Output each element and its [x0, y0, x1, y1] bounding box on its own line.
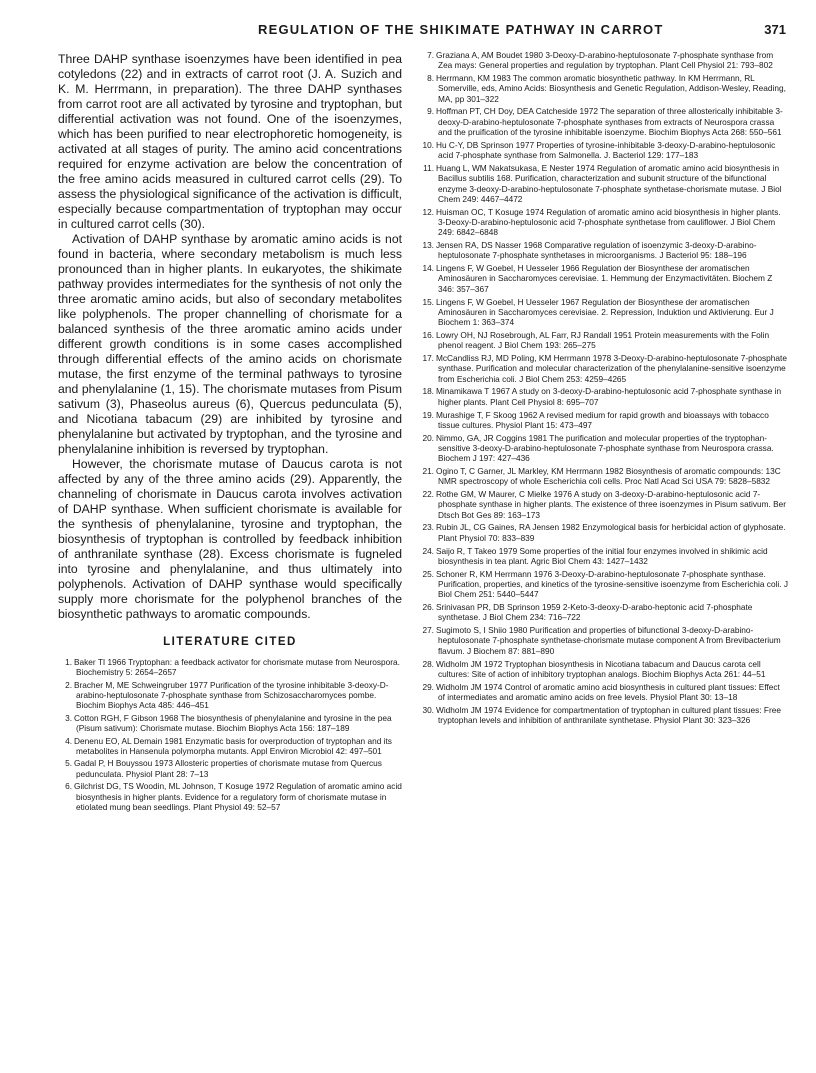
reference-number: 6.: [65, 781, 72, 792]
reference-number: 10.: [422, 139, 434, 150]
reference-number: 20.: [422, 432, 434, 443]
reference-number: 23.: [422, 522, 434, 533]
literature-cited-heading: LITERATURE CITED: [163, 636, 297, 648]
reference-item: [58, 781, 402, 812]
right-column: [420, 50, 788, 728]
reference-number: 2.: [65, 679, 72, 690]
reference-item: [420, 386, 788, 407]
reference-text: Jensen RA, DS Nasser 1968 Comparative regulation of isoenzymic 3-deoxy-D-arabino-heptulosonate 7-phosphate synthetases in microorganisms. J Bacteriol 95: 188–196: [436, 240, 757, 261]
reference-number: 29.: [422, 681, 434, 692]
reference-item: [420, 353, 788, 384]
reference-item: [420, 433, 788, 464]
reference-item: [420, 546, 788, 567]
reference-item: [420, 625, 788, 656]
reference-item: [420, 207, 788, 238]
reference-number: 25.: [422, 568, 434, 579]
reference-text: Lowry OH, NJ Rosebrough, AL Farr, RJ Randall 1951 Protein measurements with the Folin phenol reagent. J Biol Chem 193: 265–275: [436, 329, 770, 351]
reference-number: 5.: [65, 758, 72, 769]
reference-number: 11.: [423, 162, 434, 173]
reference-item: [420, 50, 788, 71]
reference-text: Baker TI 1966 Tryptophan: a feedback activator for chorismate mutase from Neurospora. Biochemistry 5: 2654–2657: [74, 657, 400, 678]
reference-text: Schoner R, KM Herrmann 1976 3-Deoxy-D-arabino-heptulosonate 7-phosphate synthase. Purification, properties, and kinetics of the tyrosine-sensitive isoenzyme from Escherichia coli. J Biol Chem 251: 5440–5447: [436, 568, 789, 600]
reference-text: Gadal P, H Bouyssou 1973 Allosteric properties of chorismate mutase from Quercus pedunculata. Physiol Plant 28: 7–13: [74, 758, 382, 779]
reference-text: Huang L, WM Nakatsukasa, E Nester 1974 Regulation of aromatic amino acid biosynthesis in Bacillus subtilis 168. Purification, characterization and subunit structure of the bifunctional enzyme 3-deoxy-D-arabino-heptulosonate 7-phosphate synthetase-chorismate mutase. J Biol Chem 249: 4467–4472: [436, 162, 782, 204]
reference-text: Herrmann, KM 1983 The common aromatic biosynthetic pathway. In KM Herrmann, RL Somerville, eds, Amino Acids: Biosynthesis and Genetic Regulation, Addison-Wesley, Reading, MA, pp 301–322: [436, 73, 786, 104]
reference-item: [420, 705, 788, 726]
reference-item: [420, 602, 788, 623]
reference-item: [420, 163, 788, 204]
page-header: [58, 22, 786, 48]
reference-text: Lingens F, W Goebel, H Uesseler 1967 Regulation der Biosynthese der aromatischen Aminosäuren in Saccharomyces cerevisiae. 2. Repression, Induktion und Aktivierung. Eur J Biochem 1: 363–374: [436, 296, 774, 328]
reference-number: 21.: [422, 465, 434, 476]
reference-number: 8.: [427, 73, 434, 84]
running-title: REGULATION OF THE SHIKIMATE PATHWAY IN CARROT: [258, 22, 664, 37]
reference-item: [58, 680, 402, 711]
reference-number: 16.: [422, 329, 434, 340]
reference-text: Graziana A, AM Boudet 1980 3-Deoxy-D-arabino-heptulosonate 7-phosphate synthase from Zea mays: General properties and regulation by tryptophan. Plant Cell Physiol 21: 793–802: [436, 50, 774, 71]
reference-number: 13.: [422, 240, 434, 251]
reference-text: Hu C-Y, DB Sprinson 1977 Properties of tyrosine-inhibitable 3-deoxy-D-arabino-heptulosonic acid 7-phosphate synthase from Salmonella. J. Bacteriol 129: 177–183: [436, 139, 776, 161]
reference-number: 4.: [65, 735, 72, 746]
reference-item: [420, 240, 788, 261]
reference-text: McCandliss RJ, MD Poling, KM Herrmann 1978 3-Deoxy-D-arabino-heptulosonate 7-phosphate synthase. Purification and molecular characterization of the phenylalanine-sensitive isoenzyme from Escherichia coli. J Biol Chem 253: 4259–4265: [436, 353, 787, 384]
reference-text: Srinivasan PR, DB Sprinson 1959 2-Keto-3-deoxy-D-arabo-heptonic acid 7-phosphate synthetase. J Biol Chem 234: 716–722: [436, 602, 753, 623]
reference-item: [420, 330, 788, 351]
reference-text: Rubin JL, CG Gaines, RA Jensen 1982 Enzymological basis for herbicidal action of glyphosate. Plant Physiol 70: 833–839: [436, 522, 786, 543]
reference-text: Widholm JM 1974 Control of aromatic amino acid biosynthesis in cultured plant tissues: Effect of intermediates and aromatic amino acids on free levels. Physiol Plant 30: 13–18: [436, 681, 780, 702]
reference-number: 9.: [427, 106, 434, 117]
reference-text: Huisman OC, T Kosuge 1974 Regulation of aromatic amino acid biosynthesis in higher plants. 3-Deoxy-D-arabino-heptulosonic acid 7-phosphate synthetase from cauliflower. J Biol Chem 249: 6842–6848: [436, 206, 781, 238]
reference-list-right: [420, 50, 788, 725]
reference-text: Gilchrist DG, TS Woodin, ML Johnson, T Kosuge 1972 Regulation of aromatic amino acid biosynthesis in higher plants. Evidence for a regulatory form of chorismate mutase in etiolated mung bean seedlings. Plant Physiol 49: 52–57: [74, 781, 402, 812]
reference-item: [420, 569, 788, 600]
reference-text: Hoffman PT, CH Doy, DEA Catcheside 1972 The separation of three allosterically inhibitable 3-deoxy-D-arabino-heptulosonate 7-phosphate synthases from extracts of Neurospora crassa and the pruification of the tyrosine inhibitable isoenzyme. Biochim Biophys Acta 268: 550–561: [436, 106, 783, 138]
reference-item: [420, 263, 788, 294]
reference-number: 26.: [422, 602, 434, 613]
reference-text: Rothe GM, W Maurer, C Mielke 1976 A study on 3-deoxy-D-arabino-heptulosonic acid 7-phosphate synthase in higher plants. The existence of three isoenzymes in Pisum sativum. Ber Dtsch Bot Ges 89: 163–173: [436, 489, 787, 520]
reference-item: [420, 466, 788, 487]
reference-item: [58, 736, 402, 757]
reference-number: 22.: [422, 489, 434, 500]
reference-item: [420, 106, 788, 137]
reference-number: 3.: [65, 712, 72, 723]
reference-text: Nimmo, GA, JR Coggins 1981 The purification and molecular properties of the tryptophan-sensitive 3-deoxy-D-arabino-heptulosonate 7-phosphate synthase from Neurospora crassa. Biochem J 197: 427–436: [436, 432, 774, 464]
reference-text: Murashige T, F Skoog 1962 A revised medium for rapid growth and bioassays with tobacco tissue cultures. Physiol Plant 15: 473–497: [436, 409, 769, 430]
reference-item: [420, 522, 788, 543]
reference-item: [58, 713, 402, 734]
reference-text: Widholm JM 1972 Tryptophan biosynthesis in Nicotiana tabacum and Daucus carota cell cultures: Site of action of inhibitory tryptophan analogs. Biochim Biophys Acta 261: 44–51: [436, 658, 766, 679]
reference-text: Widholm JM 1974 Evidence for compartmentation of tryptophan in cultured plant tissues: Free tryptophan levels and inhibition of anthranilate synthetase. Physiol Plant 30: 323–326: [436, 704, 781, 726]
left-column: [58, 52, 402, 814]
reference-text: Saijo R, T Takeo 1979 Some properties of the initial four enzymes involved in shikimic acid biosynthesis in tea plant. Agric Biol Chem 43: 1427–1432: [436, 545, 768, 566]
reference-number: 15.: [422, 296, 434, 307]
reference-number: 7.: [427, 50, 434, 60]
reference-number: 24.: [422, 545, 434, 556]
reference-item: [420, 659, 788, 680]
reference-text: Cotton RGH, F Gibson 1968 The biosynthesis of phenylalanine and tyrosine in the pea (Pisum sativum): Chorismate mutase. Biochim Biophys Acta 156: 187–189: [74, 712, 392, 734]
reference-text: Bracher M, ME Schweingruber 1977 Purification of the tyrosine inhibitable 3-deoxy-D-arabino-heptulosonate 7-phosphate synthase from Schizosaccharomyces pombe. Biochim Biophys Acta 485: 446–451: [74, 679, 389, 711]
body-paragraph: Activation of DAHP synthase by aromatic amino acids is not found in bacteria, where secondary metabolism is much less pronounced than in higher plants. In eukaryotes, the shikimate pathway provides intermediates for the synthesis of not only the three aromatic amino acids, but also of secondary metabolites like polyphenols. The proper channelling of chorismate for a balanced synthesis of the three aromatic amino acids under different growth conditions is in some cases accomplished through differential effects of the amino acids on chorismate mutase, the first enzyme of the terminal pathways to tyrosine and phenylalanine (1, 15). The chorismate mutases from Pisum sativum (3), Phaseolus aureus (6), Quercus pedunculata (5), and Nicotiana tabacum (29) are inhibited by tyrosine and phenylalanine but activated by tryptophan, and the tyrosine and phenylalanine inhibition is reversed by tryptophan.: [58, 232, 402, 456]
reference-number: 14.: [422, 263, 434, 274]
reference-text: Ogino T, C Garner, JL Markley, KM Herrmann 1982 Biosynthesis of aromatic compounds: 13C NMR spectroscopy of whole Escherichia coli cells. Proc Natl Acad Sci USA 79: 5828–5832: [436, 465, 781, 487]
reference-number: 12.: [422, 206, 434, 217]
reference-number: 17.: [422, 353, 434, 364]
reference-number: 18.: [422, 386, 434, 397]
reference-item: [58, 657, 402, 678]
reference-item: [420, 140, 788, 161]
reference-number: 1.: [65, 657, 72, 667]
body-paragraph: However, the chorismate mutase of Daucus carota is not affected by any of the three amino acids (29). Apparently, the channeling of chorismate in Daucus carota involves activation of DAHP synthase. When sufficient chorismate is available for the synthesis of phenylalanine, tyrosine and tryptophan, the biosynthesis of tryptophan is controlled by feedback inhibition of anthranilate synthase (28). Excess chorismate is fugneled into tyrosine and phenylalanine, and thus ultimately into polyphenols. Activation of DAHP synthase would specifically supply more chorismate for the polyphenol branches of the biosynthetic pathways to aromatic compounds.: [58, 457, 402, 621]
reference-number: 19.: [422, 409, 434, 420]
reference-item: [420, 489, 788, 520]
reference-text: Denenu EO, AL Demain 1981 Enzymatic basis for overproduction of tryptophan and its metabolites in Hansenula polymorpha mutants. Appl Environ Microbiol 42: 497–501: [74, 735, 392, 756]
page-number: 371: [764, 22, 786, 37]
reference-text: Sugimoto S, I Shiio 1980 Purification and properties of bifunctional 3-deoxy-D-arabino-heptulosonate 7-phosphate synthetase-chorismate mutase component A from Brevibacterium flavum. J Biochem 87: 881–890: [436, 625, 781, 656]
reference-number: 28.: [422, 658, 434, 669]
reference-number: 30.: [422, 704, 434, 715]
reference-number: 27.: [422, 625, 434, 636]
reference-item: [420, 73, 788, 104]
reference-text: Minamikawa T 1967 A study on 3-deoxy-D-arabino-heptulosonic acid 7-phosphate synthase in higher plants. Plant Cell Physiol 8: 695–707: [436, 386, 782, 407]
reference-item: [420, 682, 788, 703]
reference-list-left: [58, 657, 402, 812]
reference-text: Lingens F, W Goebel, H Uesseler 1966 Regulation der Biosynthese der aromatischen Aminosäuren in Saccharomyces cerevisiae. 1. Hemmung der Enzymactivitäten. Biochem Z 346: 357–367: [436, 263, 773, 294]
body-paragraph: Three DAHP synthase isoenzymes have been identified in pea cotyledons (22) and in extracts of carrot root (J. A. Suzich and K. M. Herrmann, in preparation). The three DAHP synthases from carrot root are all activated by tyrosine and tryptophan, but differential activation was not found. One of the isoenzymes, which has been purified to near electrophoretic homogeneity, is activated at all stages of purity. The amino acid concentrations required for enzyme activation are below the concentration of the free amino acids measured in cultured carrot cells (29). To assess the physiological significance of the activation is difficult, especially because compartmentation of tryptophan may occur in cultured carrot cells (30).: [58, 52, 402, 231]
reference-item: [58, 758, 402, 779]
reference-item: [420, 297, 788, 328]
reference-item: [420, 410, 788, 431]
